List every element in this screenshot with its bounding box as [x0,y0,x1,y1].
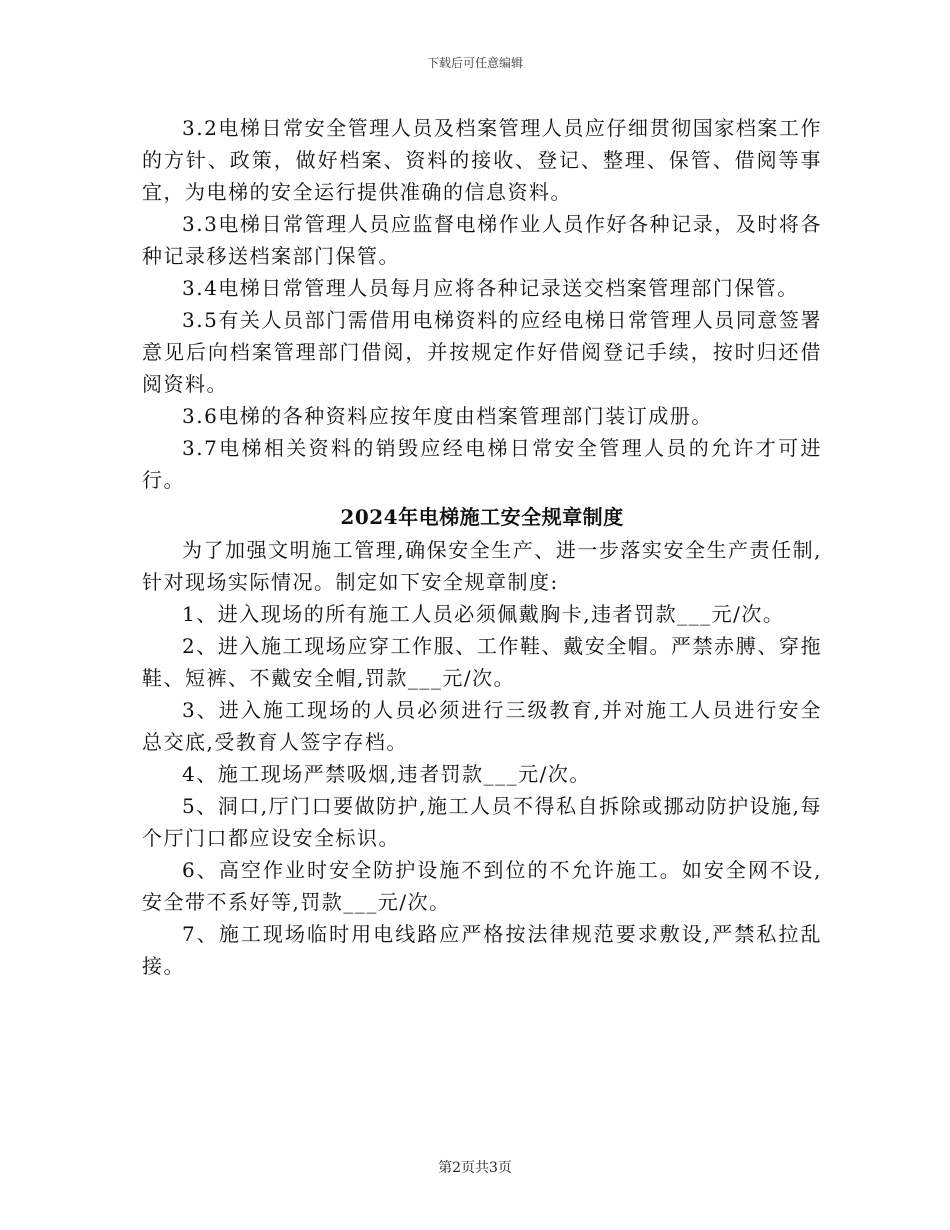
rule-4: 4、施工现场严禁吸烟,违者罚款___元/次。 [182,762,591,786]
rule-1: 1、进入现场的所有施工人员必须佩戴胸卡,违者罚款___元/次。 [182,602,785,626]
page-number: 第2页共3页 [438,1160,512,1176]
rule-5: 5、洞口,厅门口要做防护,施工人员不得私自拆除或挪动防护设施,每个厅门口都应设安全标识。 [142,794,822,850]
paragraph-intro: 为了加强文明施工管理,确保安全生产、进一步落实安全生产责任制,针对现场实际情况。制定如下安全规章制度: [142,538,822,594]
rule-3: 3、进入施工现场的人员必须进行三级教育,并对施工人员进行安全总交底,受教育人签字存档。 [142,698,822,754]
paragraph-3-5: 3.5有关人员部门需借用电梯资料的应经电梯日常管理人员同意签署意见后向档案管理部门借阅，并按规定作好借阅登记手续，按时归还借阅资料。 [142,308,822,396]
paragraph-3-3: 3.3电梯日常管理人员应监督电梯作业人员作好各种记录，及时将各种记录移送档案部门保管。 [142,212,822,268]
paragraph-3-2: 3.2电梯日常安全管理人员及档案管理人员应仔细贯彻国家档案工作的方针、政策，做好档案、资料的接收、登记、整理、保管、借阅等事宜，为电梯的安全运行提供准确的信息资料。 [142,116,822,204]
rule-2: 2、进入施工现场应穿工作服、工作鞋、戴安全帽。严禁赤膊、穿拖鞋、短裤、不戴安全帽,罚款___元/次。 [142,634,822,690]
section-title: 2024年电梯施工安全规章制度 [340,505,624,529]
paragraph-3-4: 3.4电梯日常管理人员每月应将各种记录送交档案管理部门保管。 [182,276,799,300]
paragraph-3-7: 3.7电梯相关资料的销毁应经电梯日常安全管理人员的允许才可进行。 [142,436,822,492]
rule-7: 7、施工现场临时用电线路应严格按法律规范要求敷设,严禁私拉乱接。 [142,922,822,978]
rule-6: 6、高空作业时安全防护设施不到位的不允许施工。如安全网不设,安全带不系好等,罚款___元/次。 [142,858,822,914]
document-body [142,112,822,982]
paragraph-3-6: 3.6电梯的各种资料应按年度由档案管理部门装订成册。 [182,404,713,428]
page-header-note: 下载后可任意编辑 [426,56,523,70]
